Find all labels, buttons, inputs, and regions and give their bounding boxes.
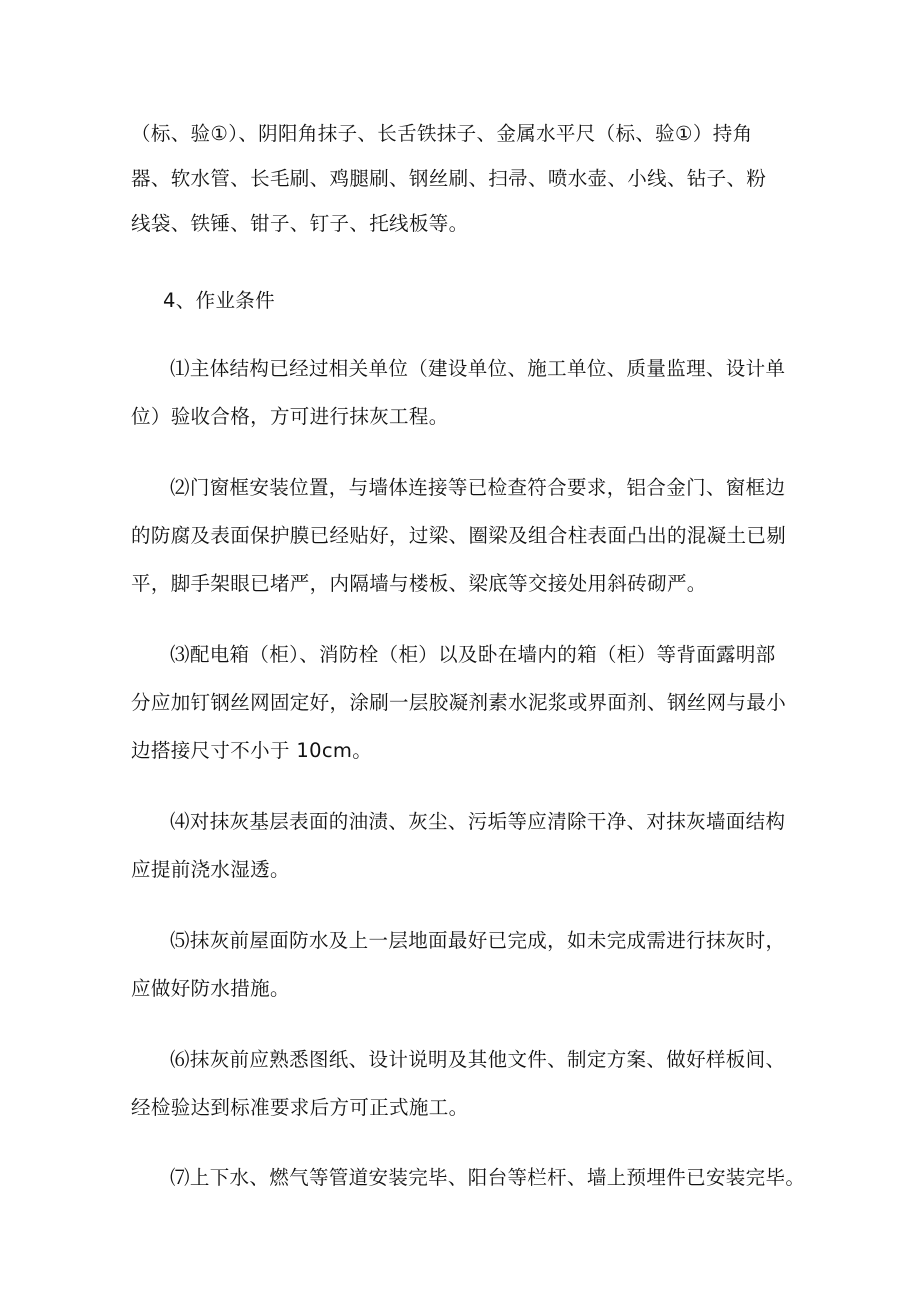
- item-4-line: 应提前浇水湿透。: [131, 858, 290, 881]
- item-3-line: 分应加钉钢丝网固定好，涂刷一层胶凝剂素水泥浆或界面剂、钢丝网与最小: [131, 691, 787, 714]
- item-4-line: ⑷对抹灰基层表面的油渍、灰尘、污垢等应清除干净、对抹灰墙面结构: [170, 810, 786, 833]
- item-5-line: 应做好防水措施。: [131, 977, 290, 1000]
- item-3-line: 边搭接尺寸不小于 10cm。: [131, 739, 373, 762]
- item-2-line: ⑵门窗框安装位置，与墙体连接等已检查符合要求，铝合金门、窗框边: [170, 476, 786, 499]
- intro-line: 线袋、铁锤、钳子、钉子、托线板等。: [131, 212, 469, 235]
- section-heading: 4、作业条件: [163, 289, 276, 312]
- item-7-line: ⑺上下水、燃气等管道安装完毕、阳台等栏杆、墙上预埋件已安装完毕。: [170, 1166, 806, 1189]
- item-1-line: ⑴主体结构已经过相关单位（建设单位、施工单位、质量监理、设计单: [170, 357, 786, 380]
- item-5-line: ⑸抹灰前屋面防水及上一层地面最好已完成，如未完成需进行抹灰时，: [170, 929, 786, 952]
- item-1-line: 位）验收合格，方可进行抹灰工程。: [131, 405, 449, 428]
- item-2-line: 的防腐及表面保护膜已经贴好，过梁、圈梁及组合柱表面凸出的混凝土已剔: [131, 524, 787, 547]
- intro-line: 器、软水管、长毛刷、鸡腿刷、钢丝刷、扫帚、喷水壶、小线、钻子、粉: [131, 167, 767, 190]
- item-2-line: 平，脚手架眼已堵严，内隔墙与楼板、梁底等交接处用斜砖砌严。: [131, 572, 707, 595]
- item-6-line: 经检验达到标准要求后方可正式施工。: [131, 1096, 469, 1119]
- item-6-line: ⑹抹灰前应熟悉图纸、设计说明及其他文件、制定方案、做好样板间、: [170, 1048, 786, 1071]
- item-3-line: ⑶配电箱（柜）、消防栓（柜）以及卧在墙内的箱（柜）等背面露明部: [170, 643, 776, 666]
- intro-line: （标、验①）、阴阳角抹子、长舌铁抹子、金属水平尺（标、验①）持角: [131, 122, 753, 145]
